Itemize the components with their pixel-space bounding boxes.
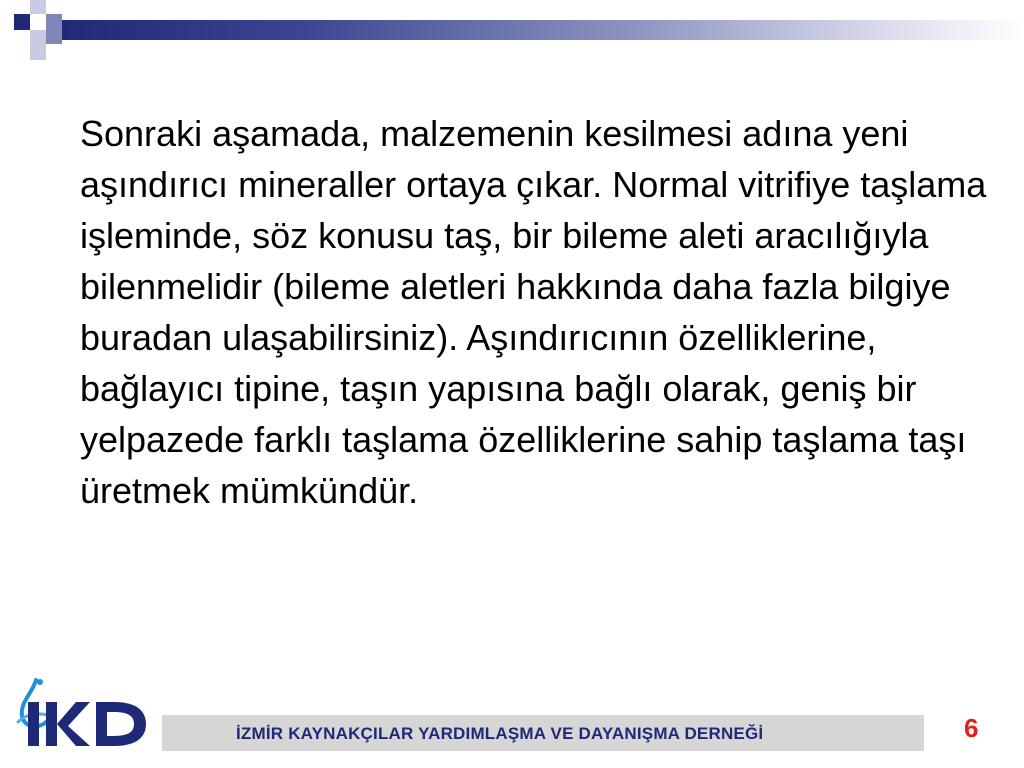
header-square-mid-2 [46, 30, 62, 44]
header-square-light-3 [30, 46, 46, 60]
header-square-navy [14, 14, 30, 30]
header-square-light-2 [30, 30, 46, 46]
header-square-mid [46, 14, 62, 30]
page-number: 6 [964, 713, 979, 743]
slide-body-text: Sonraki aşamada, malzemenin kesilmesi adına yeni aşındırıcı mineraller ortaya çıkar. Normal vitrifiye taşlama işleminde, söz konusu taş, bir bileme aleti aracılığıyla bilenmelidir (bileme aletleri hakkında daha fazla bilgiye buradan ulaşabilirsiniz). Aşındırıcının özelliklerine, bağlayıcı tipine, taşın yapısına bağlı olarak, geniş bir yelpazede farklı taşlama özelliklerine sahip taşlama taşı üretmek mümkündür. [80, 113, 987, 511]
ikd-logo-icon [14, 672, 154, 752]
header-gradient-bar [62, 20, 1024, 40]
ikd-logo [14, 672, 154, 752]
footer-organization-name: İZMİR KAYNAKÇILAR YARDIMLAŞMA VE DAYANIŞMA DERNEĞİ [236, 724, 764, 743]
header-square-light [30, 0, 46, 14]
